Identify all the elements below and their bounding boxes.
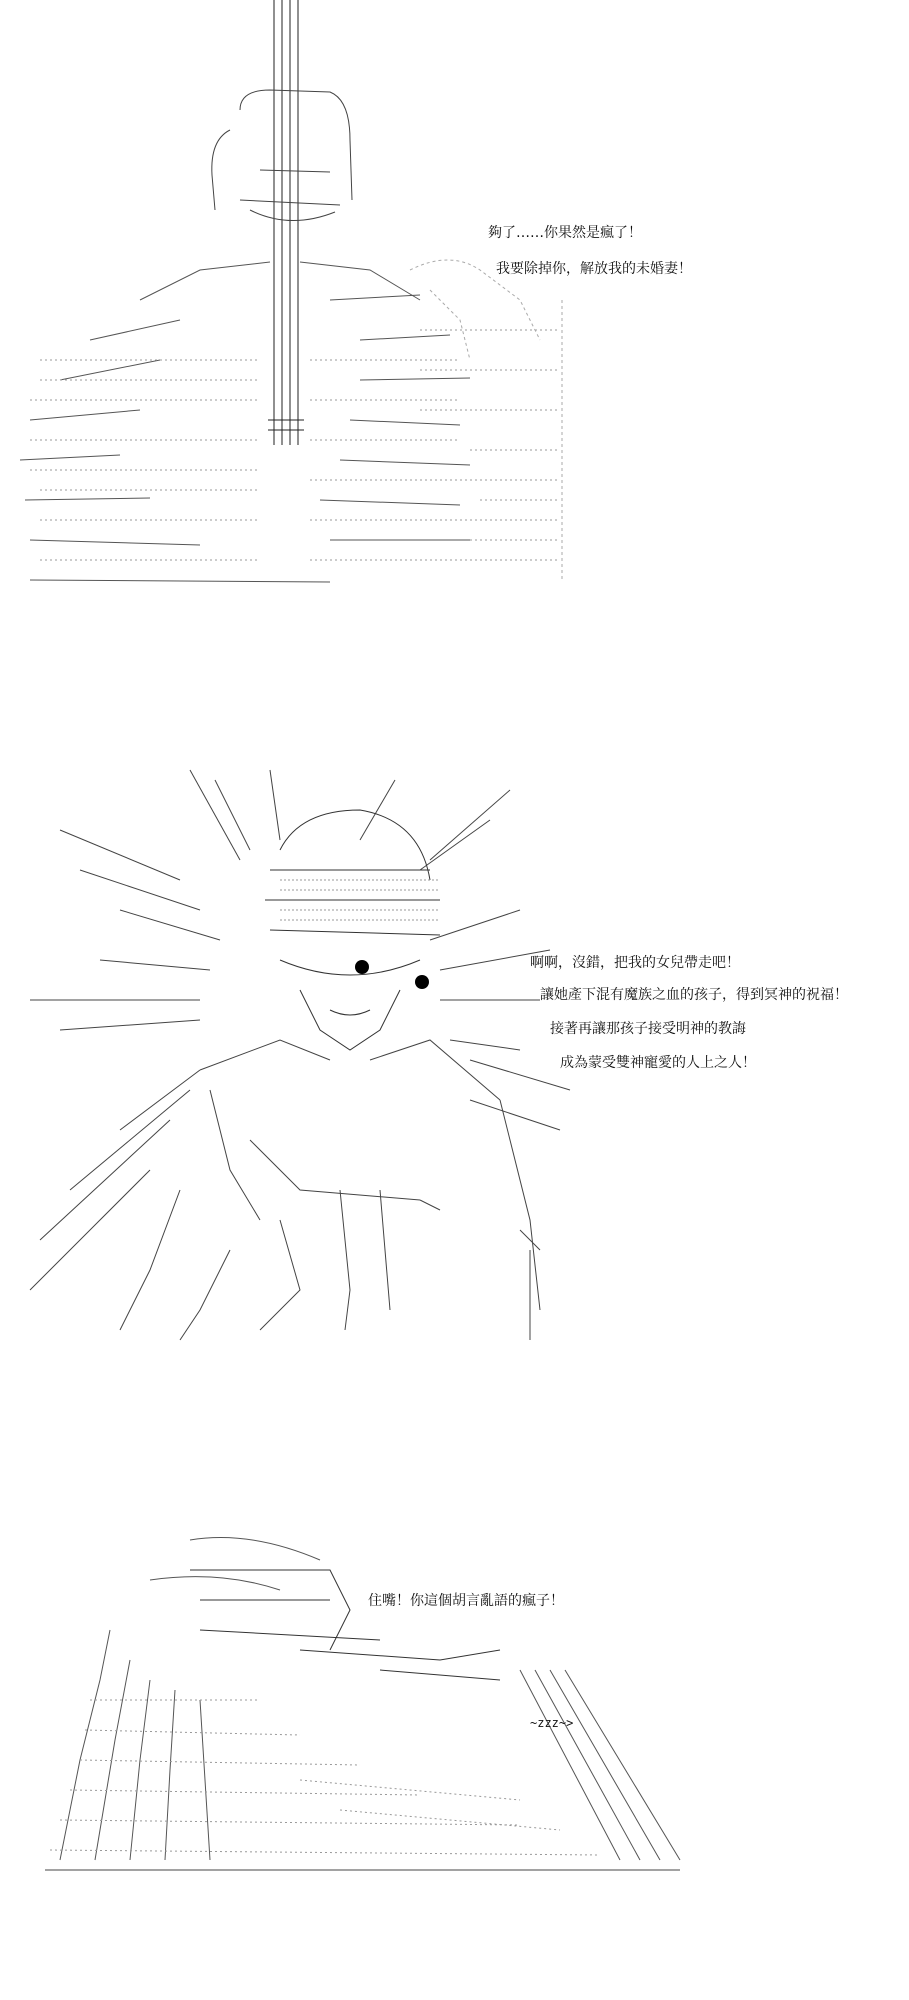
aura-rays [30, 770, 570, 1290]
speech-line-1-2: 我要除掉你，解放我的未婚妻！ [496, 261, 692, 277]
cloaked-body [20, 262, 470, 582]
speech-line-2-4: 成為蒙受雙神寵愛的人上之人！ [560, 1055, 756, 1071]
sword-blade [268, 0, 304, 445]
right-eye-icon [415, 975, 429, 989]
manga-panel-1 [0, 0, 909, 600]
speech-line-2-3: 接著再讓那孩子接受明神的教誨 [550, 1021, 746, 1037]
collapsed-face [190, 1570, 500, 1680]
mad-lord-body [120, 1040, 540, 1340]
speech-line-3-1: 住嘴！你這個胡言亂語的瘋子！ [368, 1593, 564, 1609]
aa-art-collapsed-figure [0, 1500, 909, 1900]
speech-line-2-1: 啊啊，沒錯，把我的女兒帶走吧！ [530, 955, 740, 971]
manga-panel-3 [0, 1500, 909, 1900]
second-figure [410, 260, 562, 580]
speech-line-1-1: 夠了……你果然是瘋了！ [488, 225, 642, 241]
left-eye-icon [355, 960, 369, 974]
aa-art-mad-lord [0, 770, 909, 1370]
speech-line-2-2: 讓她產下混有魔族之血的孩子，得到冥神的祝福！ [540, 987, 848, 1003]
mad-lord-head [265, 810, 440, 1050]
manga-panel-2 [0, 770, 909, 1370]
snore-sfx: ~zzz~> [530, 1716, 574, 1730]
aa-art-confrontation [0, 0, 909, 600]
dotted-texture [30, 330, 560, 560]
hair-strands [60, 1538, 680, 1861]
